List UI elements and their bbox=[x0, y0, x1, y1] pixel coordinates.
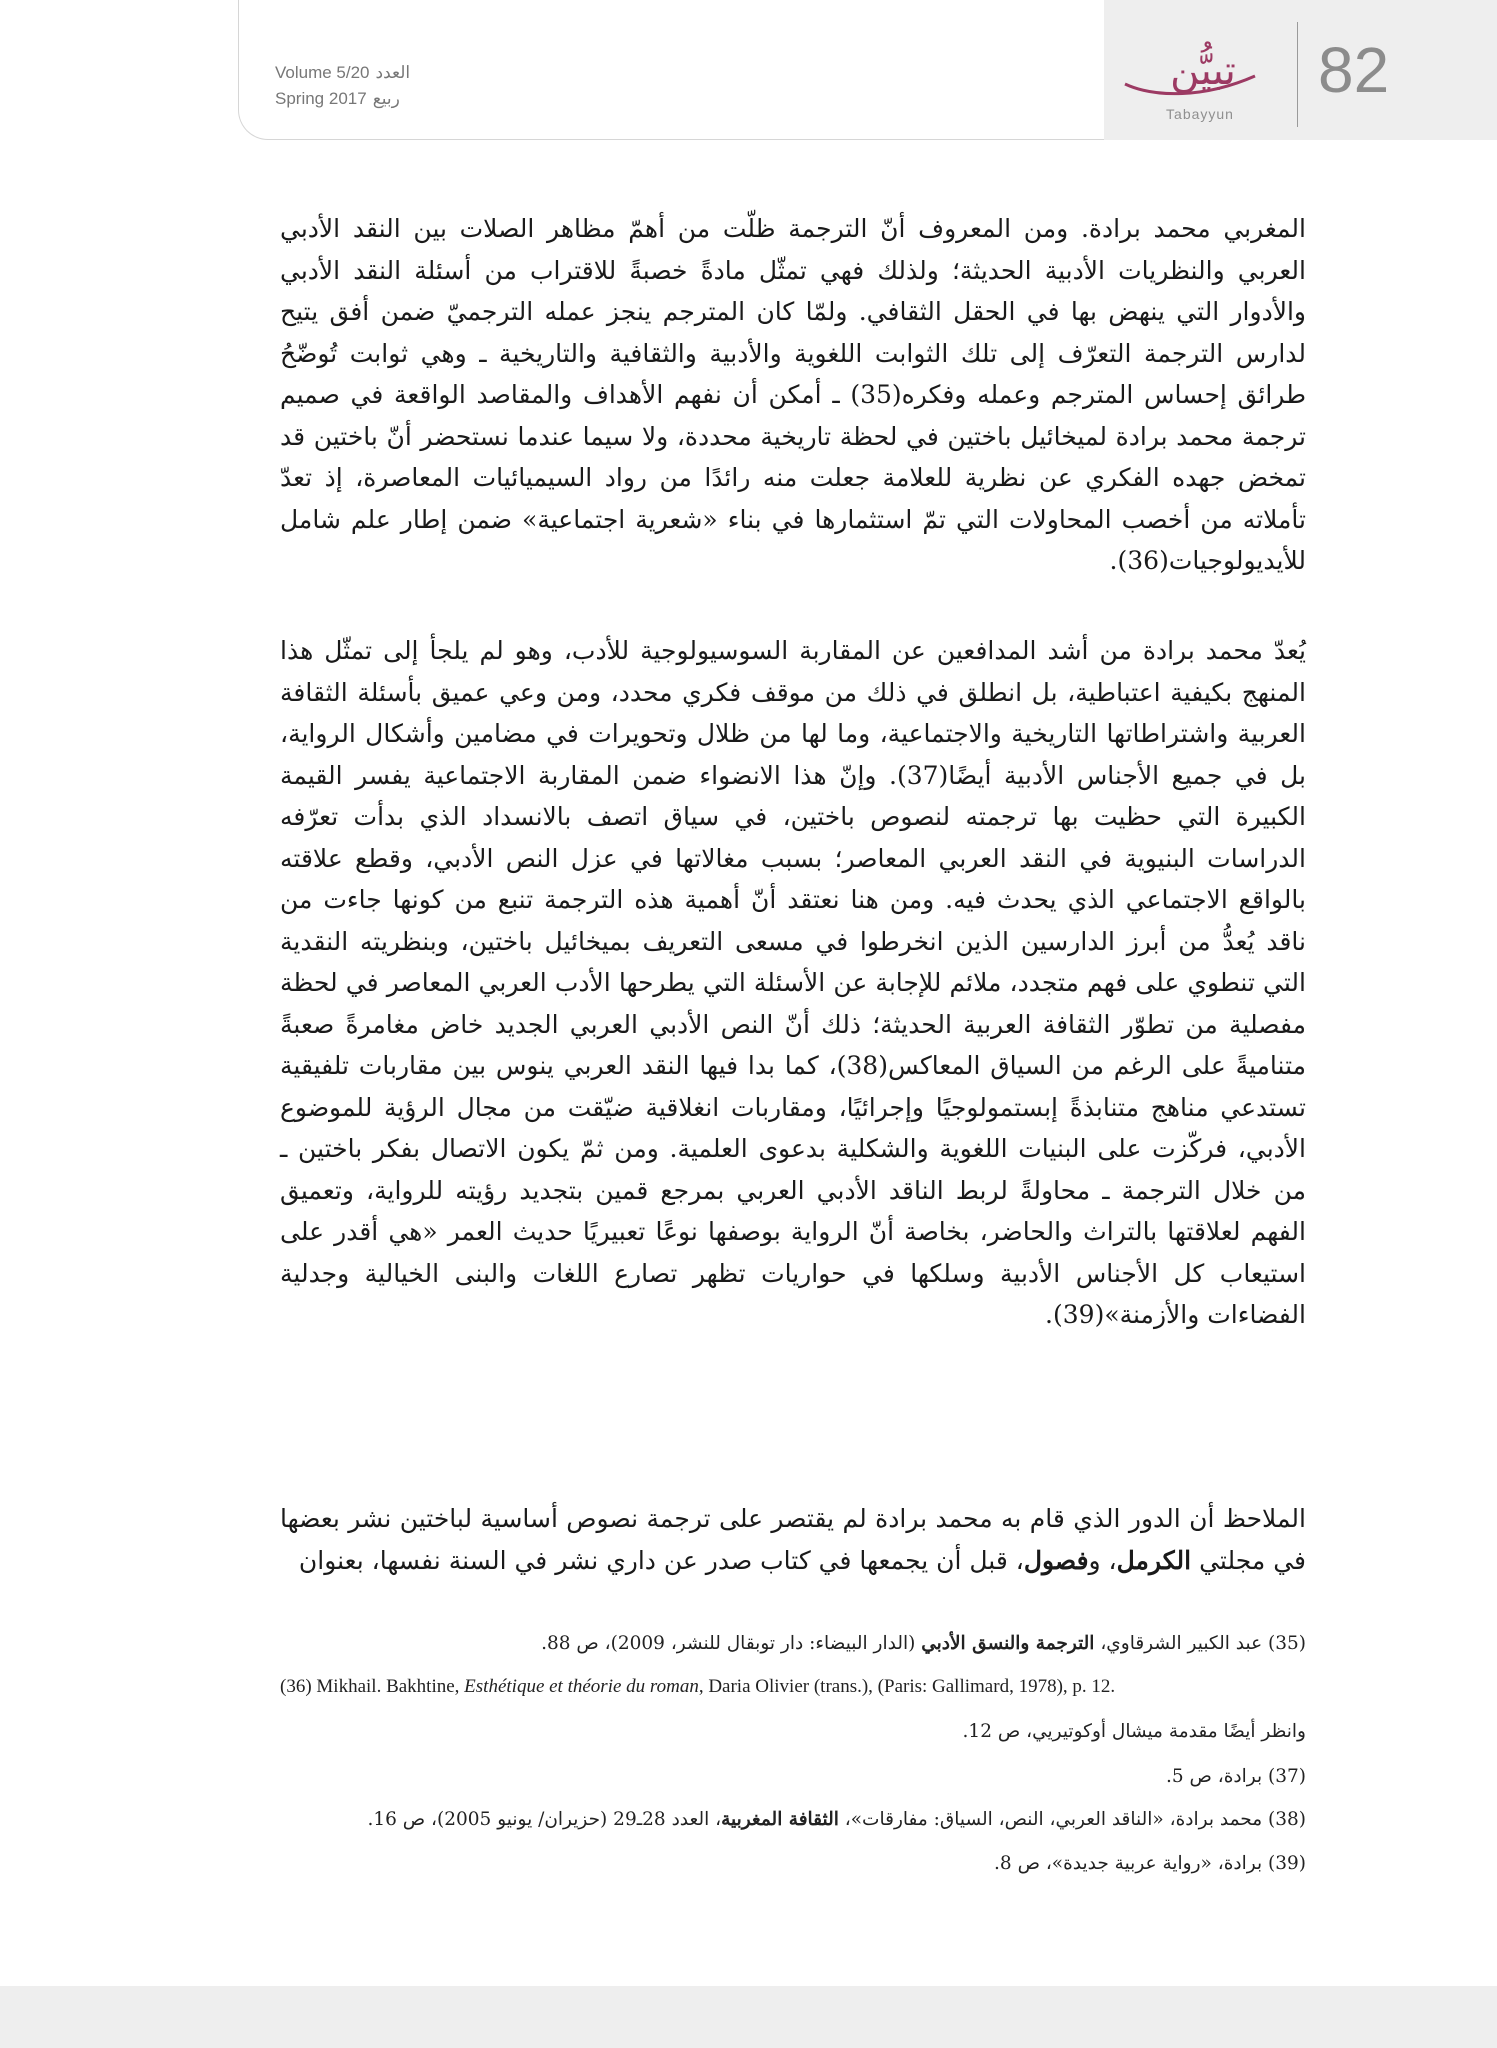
footnote-39: (39) برادة، «رواية عربية جديدة»، ص 8. bbox=[994, 1853, 1306, 1874]
footer-band bbox=[0, 1986, 1497, 2048]
p3-part-e: ، قبل أن يجمعها في كتاب صدر عن داري نشر في السنة نفسها، بعنوان bbox=[298, 1545, 1024, 1575]
header-divider bbox=[1297, 22, 1298, 127]
logo-swash-icon bbox=[1115, 36, 1285, 116]
fn36-c: , Daria Olivier (trans.), (Paris: Gallimard, 1978), p. 12. bbox=[698, 1676, 1116, 1697]
fn38-c: ، العدد 28ـ29 (حزيران/ يونيو 2005)، ص 16. bbox=[367, 1809, 722, 1830]
p3-part-a: الملاحظ أن الدور الذي قام به محمد برادة لم يقتصر على ترجمة نصوص أساسية لباختين نشر بعضها في مجلتي bbox=[280, 1504, 1306, 1575]
volume-arabic: العدد bbox=[375, 63, 411, 82]
paragraph-1 bbox=[280, 208, 1306, 582]
season-arabic: ربيع bbox=[372, 89, 400, 108]
paragraph-3 bbox=[280, 1498, 1306, 1581]
volume-label: Volume 5/20 bbox=[275, 63, 370, 82]
footnote-36-continued: وانظر أيضًا مقدمة ميشال أوكوتيريي، ص 12. bbox=[962, 1721, 1306, 1742]
footnote-36 bbox=[280, 1673, 1306, 1701]
footnote-38 bbox=[280, 1806, 1306, 1834]
season-line bbox=[275, 86, 416, 112]
journal-title-fusul: فصول bbox=[1023, 1545, 1089, 1575]
fn36-title: Esthétique et théorie du roman bbox=[464, 1676, 699, 1697]
fn38-title: الثقافة المغربية bbox=[721, 1809, 839, 1830]
page-number: 82 bbox=[1318, 34, 1390, 106]
journal-logo bbox=[1115, 36, 1285, 136]
paragraph-1-text: المغربي محمد برادة. ومن المعروف أنّ الترجمة ظلّت من أهمّ مظاهر الصلات بين النقد الأدبي العربي والنظريات الأدبية الحديثة؛ ولذلك فهي تمثّل مادةً خصبةً للاقتراب من أسئلة النقد الأدبي والأدوار التي ينهض بها في الحقل الثقافي. ولمّا كان المترجم ينجز عمله الترجميّ ضمن أفق يتيح لدارس الترجمة التعرّف إلى تلك الثوابت اللغوية والأدبية والثقافية والتاريخية ـ وهي ثوابت تُوضّحُ طرائق إحساس المترجم وعمله وفكره(35) ـ أمكن أن نفهم الأهداف والمقاصد الواقعة في صميم ترجمة محمد برادة لميخائيل باختين في لحظة تاريخية محددة، ولا سيما عندما نستحضر أنّ باختين قد تمخض جهده الفكري عن نظرية للعلامة جعلت منه رائدًا من رواد السيميائيات المعاصرة، إذ تعدّ تأملاته من أخصب المحاولات التي تمّ استثمارها في بناء «شعرية اجتماعية» ضمن إطار علم شامل للأيديولوجيات(36). bbox=[280, 214, 1306, 575]
paragraph-2-text: يُعدّ محمد برادة من أشد المدافعين عن المقاربة السوسيولوجية للأدب، وهو لم يلجأ إلى تمثّل هذا المنهج بكيفية اعتباطية، بل انطلق في ذلك من موقف فكري محدد، ومن وعي عميق بأسئلة الثقافة العربية واشتراطاتها التاريخية والاجتماعية، وما لها من ظلال وتحويرات في مضامين وأشكال الرواية، بل في جميع الأجناس الأدبية أيضًا(37). وإنّ هذا الانضواء ضمن المقاربة الاجتماعية يفسر القيمة الكبيرة التي حظيت بها ترجمته لنصوص باختين، في سياق اتصف بالانسداد الذي بدأت تعرّفه الدراسات البنيوية في النقد العربي المعاصر؛ بسبب مغالاتها في عزل النص الأدبي، وقطع علاقته بالواقع الاجتماعي الذي يحدث فيه. ومن هنا نعتقد أنّ أهمية هذه الترجمة تنبع من كونها جاءت من ناقد يُعدُّ من أبرز الدارسين الذين انخرطوا في مسعى التعريف بميخائيل باختين، وبنظريته النقدية التي تنطوي على فهم متجدد، ملائم للإجابة عن الأسئلة التي يطرحها الأدب العربي المعاصر في لحظة مفصلية من تطوّر الثقافة العربية الحديثة؛ ذلك أنّ النص الأدبي العربي الجديد خاض مغامرةً صعبةً متناميةً على الرغم من السياق المعاكس(38)، كما بدا فيها النقد العربي ينوس بين مقاربات تلفيقية تستدعي مناهج متنابذةً إبستمولوجيًا وإجرائيًا، ومقاربات انغلاقية ضيّقت من مجال الرؤية للموضوع الأدبي، فركّزت على البنيات اللغوية والشكلية بدعوى العلمية. ومن ثمّ يكون الاتصال بفكر باختين ـ من خلال الترجمة ـ محاولةً لربط الناقد الأدبي العربي بمرجع قمين بتجديد رؤيته للرواية، وتعميق الفهم لعلاقتها بالتراث والحاضر، بخاصة أنّ الرواية بوصفها نوعًا تعبيريًا حديث العمر «هي أقدر على استيعاب كل الأجناس الأدبية وسلكها في حواريات تظهر تصارع اللغات والبنى الخيالية وجدلية الفضاءات والأزمنة»(39). bbox=[280, 636, 1307, 1329]
logo-arabic: تبيُّن bbox=[1170, 48, 1236, 94]
season-label: Spring 2017 bbox=[275, 89, 367, 108]
logo-latin: Tabayyun bbox=[1166, 106, 1234, 122]
header-card bbox=[238, 0, 1497, 140]
fn35-a: (35) عبد الكبير الشرقاوي، bbox=[1094, 1633, 1306, 1654]
issue-meta bbox=[275, 60, 416, 112]
fn36-a: (36) Mikhail. Bakhtine, bbox=[280, 1676, 465, 1697]
fn35-title: الترجمة والنسق الأدبي bbox=[921, 1633, 1095, 1654]
journal-title-karmel: الكرمل bbox=[1116, 1545, 1192, 1575]
volume-line bbox=[275, 60, 416, 86]
fn38-a: (38) محمد برادة، «الناقد العربي، النص، السياق: مفارقات»، bbox=[838, 1809, 1306, 1830]
paragraph-3-text bbox=[280, 1498, 1306, 1581]
footnote-35 bbox=[280, 1630, 1306, 1658]
p3-part-c: ، و bbox=[1088, 1545, 1117, 1575]
paragraph-2 bbox=[280, 630, 1306, 1336]
fn35-c: (الدار البيضاء: دار توبقال للنشر، 2009)، ص 88. bbox=[541, 1633, 922, 1654]
footnote-37: (37) برادة، ص 5. bbox=[1165, 1766, 1306, 1787]
